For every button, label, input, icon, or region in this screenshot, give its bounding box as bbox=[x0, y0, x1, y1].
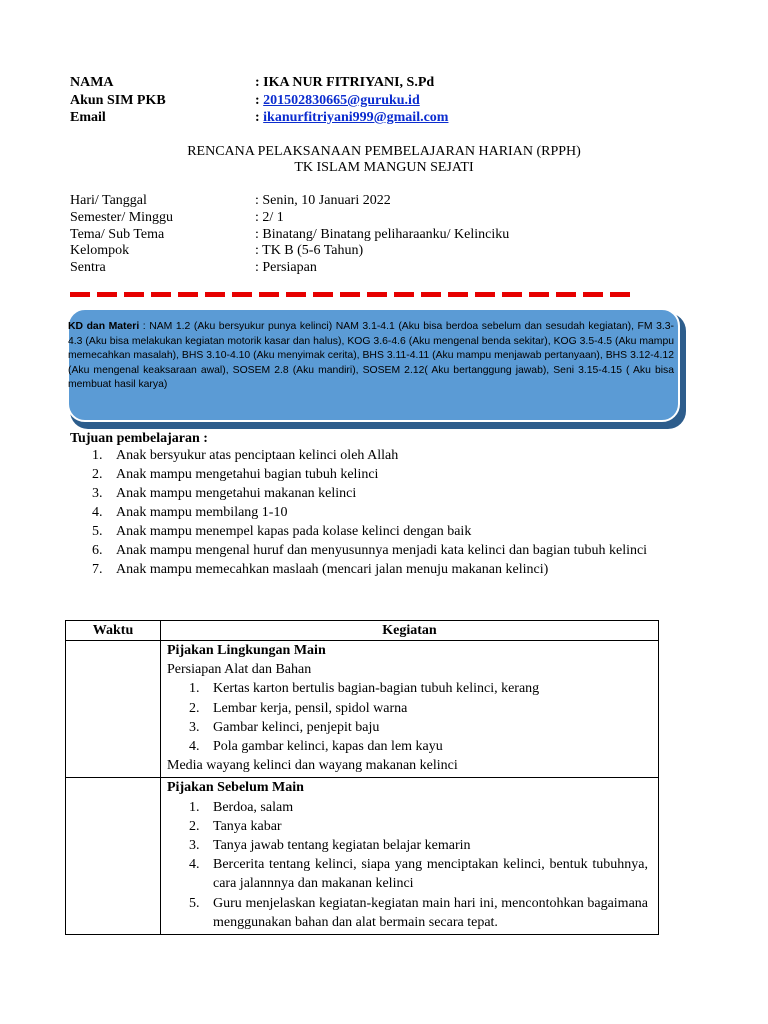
akun-colon: : bbox=[255, 93, 264, 108]
waktu-cell bbox=[66, 641, 161, 778]
item-text: Anak mampu mengetahui makanan kelinci bbox=[116, 486, 357, 501]
kegiatan-cell bbox=[161, 641, 659, 778]
list-item bbox=[167, 679, 648, 698]
info-row-kelompok bbox=[70, 243, 363, 260]
item-text: Anak mampu menempel kapas pada kolase kelinci dengan baik bbox=[116, 524, 472, 539]
item-text: Guru menjelaskan kegiatan-kegiatan main hari ini, mencontohkan bagaimana menggunakan bahan dan alat bermain secara tepat. bbox=[213, 895, 648, 930]
red-dashed-divider bbox=[70, 292, 635, 297]
section-heading: Pijakan Lingkungan Main bbox=[167, 643, 326, 658]
item-number: 3. bbox=[92, 486, 103, 501]
email-row bbox=[70, 109, 448, 126]
list-item bbox=[167, 894, 648, 932]
item-number: 6. bbox=[92, 543, 103, 558]
table-row bbox=[66, 641, 659, 778]
list-item bbox=[70, 560, 670, 579]
nama-row bbox=[70, 74, 434, 91]
item-text: Anak mampu mengenal huruf dan menyusunnya menjadi kata kelinci dan bagian tubuh kelinci bbox=[116, 543, 648, 558]
info-value: : Senin, 10 Januari 2022 bbox=[255, 193, 391, 208]
info-label: Semester/ Minggu bbox=[70, 210, 174, 225]
kegiatan-cell bbox=[161, 778, 659, 935]
item-text: Anak mampu mengetahui bagian tubuh kelinci bbox=[116, 467, 379, 482]
item-number: 1. bbox=[189, 681, 200, 697]
item-text: Bercerita tentang kelinci, siapa yang menciptakan kelinci, bentuk tubuhnya, cara jalannnya dan makanan kelinci bbox=[213, 857, 648, 892]
akun-row bbox=[70, 92, 420, 109]
document-title: RENCANA PELAKSANAAN PEMBELAJARAN HARIAN (RPPH) bbox=[187, 144, 581, 159]
tujuan-title: Tujuan pembelajaran : bbox=[70, 431, 208, 446]
item-text: Anak mampu membilang 1-10 bbox=[116, 505, 288, 520]
kegiatan-table bbox=[65, 620, 659, 935]
item-text: Tanya kabar bbox=[213, 818, 282, 834]
section-outro: Media wayang kelinci dan wayang makanan kelinci bbox=[167, 758, 458, 774]
list-item bbox=[167, 798, 648, 817]
item-number: 3. bbox=[189, 719, 200, 735]
item-text: Anak bersyukur atas penciptaan kelinci oleh Allah bbox=[116, 448, 399, 463]
list-item bbox=[70, 465, 670, 484]
akun-label: Akun SIM PKB bbox=[70, 93, 166, 108]
item-number: 2. bbox=[189, 700, 200, 716]
item-number: 1. bbox=[189, 799, 200, 815]
kd-text bbox=[68, 320, 674, 393]
school-name: TK ISLAM MANGUN SEJATI bbox=[294, 160, 474, 175]
info-label: Hari/ Tanggal bbox=[70, 193, 147, 208]
list-item bbox=[167, 718, 648, 737]
pijakan-list bbox=[167, 798, 648, 932]
table-header-row bbox=[66, 621, 659, 641]
info-row-semester bbox=[70, 210, 284, 227]
item-number: 2. bbox=[92, 467, 103, 482]
item-number: 5. bbox=[189, 895, 200, 911]
section-heading: Pijakan Sebelum Main bbox=[167, 780, 304, 796]
item-number: 4. bbox=[92, 505, 103, 520]
list-item bbox=[167, 737, 648, 756]
item-number: 7. bbox=[92, 562, 103, 577]
info-value: : Binatang/ Binatang peliharaanku/ Kelinciku bbox=[255, 227, 510, 242]
item-number: 4. bbox=[189, 739, 200, 755]
info-label: Tema/ Sub Tema bbox=[70, 227, 165, 242]
item-number: 2. bbox=[189, 818, 200, 834]
info-value: : 2/ 1 bbox=[255, 210, 284, 225]
table-row bbox=[66, 778, 659, 935]
email-link[interactable]: ikanurfitriyani999@gmail.com bbox=[263, 110, 449, 125]
info-value: : Persiapan bbox=[255, 260, 317, 275]
item-text: Anak mampu memecahkan maslaah (mencari jalan menuju makanan kelinci) bbox=[116, 562, 549, 577]
info-label: Kelompok bbox=[70, 243, 130, 258]
item-number: 3. bbox=[189, 838, 200, 854]
list-item bbox=[70, 522, 670, 541]
waktu-cell bbox=[66, 778, 161, 935]
item-text: Pola gambar kelinci, kapas dan lem kayu bbox=[213, 739, 443, 755]
list-item bbox=[70, 541, 670, 560]
section-intro: Persiapan Alat dan Bahan bbox=[167, 662, 312, 678]
item-text: Kertas karton bertulis bagian-bagian tubuh kelinci, kerang bbox=[213, 681, 540, 697]
item-text: Lembar kerja, pensil, spidol warna bbox=[213, 700, 408, 716]
kd-materi: : NAM 1.2 (Aku bersyukur punya kelinci) NAM 3.1-4.1 (Aku bisa berdoa sebelum dan sesudah kegiatan), FM 3.3-4.3 (Aku bisa melakukan kegiatan motorik kasar dan halus), KOG 3.6-4.6 (Aku mengenal benda sekitar), KOG 3.5-4.5 (Aku mampu memecahkan masalah), BHS 3.10-4.10 (Aku menyimak cerita), BHS 3.11-4.11 (Aku mampu menjawab pertanyaan), BHS 3.12-4.12 (Aku mengenal keaksaraan awal), SOSEM 2.8 (Aku mandiri), SOSEM 2.12( Aku bertanggung jawab), Seni 3.15-4.15 ( Aku bisa membuat hasil karya) bbox=[68, 321, 675, 390]
list-item bbox=[70, 484, 670, 503]
tujuan-list bbox=[70, 446, 670, 579]
alat-bahan-list bbox=[167, 679, 648, 756]
email-colon: : bbox=[255, 110, 264, 125]
col-header-kegiatan: Kegiatan bbox=[161, 621, 659, 641]
list-item bbox=[167, 699, 648, 718]
info-row-sentra bbox=[70, 260, 317, 277]
info-row-tema bbox=[70, 227, 509, 244]
item-number: 5. bbox=[92, 524, 103, 539]
list-item bbox=[70, 446, 670, 465]
list-item bbox=[167, 855, 648, 893]
item-text: Tanya jawab tentang kegiatan belajar kemarin bbox=[213, 838, 471, 854]
kd-label: KD dan Materi bbox=[68, 321, 140, 332]
item-text: Berdoa, salam bbox=[213, 799, 294, 815]
email-label: Email bbox=[70, 110, 106, 125]
info-row-hari bbox=[70, 193, 391, 210]
akun-link[interactable]: 201502830665@guruku.id bbox=[263, 93, 420, 108]
list-item bbox=[167, 836, 648, 855]
item-number: 4. bbox=[189, 857, 200, 873]
list-item bbox=[70, 503, 670, 522]
col-header-waktu: Waktu bbox=[66, 621, 161, 641]
item-number: 1. bbox=[92, 448, 103, 463]
nama-label: NAMA bbox=[70, 75, 114, 90]
item-text: Gambar kelinci, penjepit baju bbox=[213, 719, 380, 735]
info-value: : TK B (5-6 Tahun) bbox=[255, 243, 364, 258]
nama-value: : IKA NUR FITRIYANI, S.Pd bbox=[255, 75, 435, 90]
list-item bbox=[167, 817, 648, 836]
info-label: Sentra bbox=[70, 260, 106, 275]
